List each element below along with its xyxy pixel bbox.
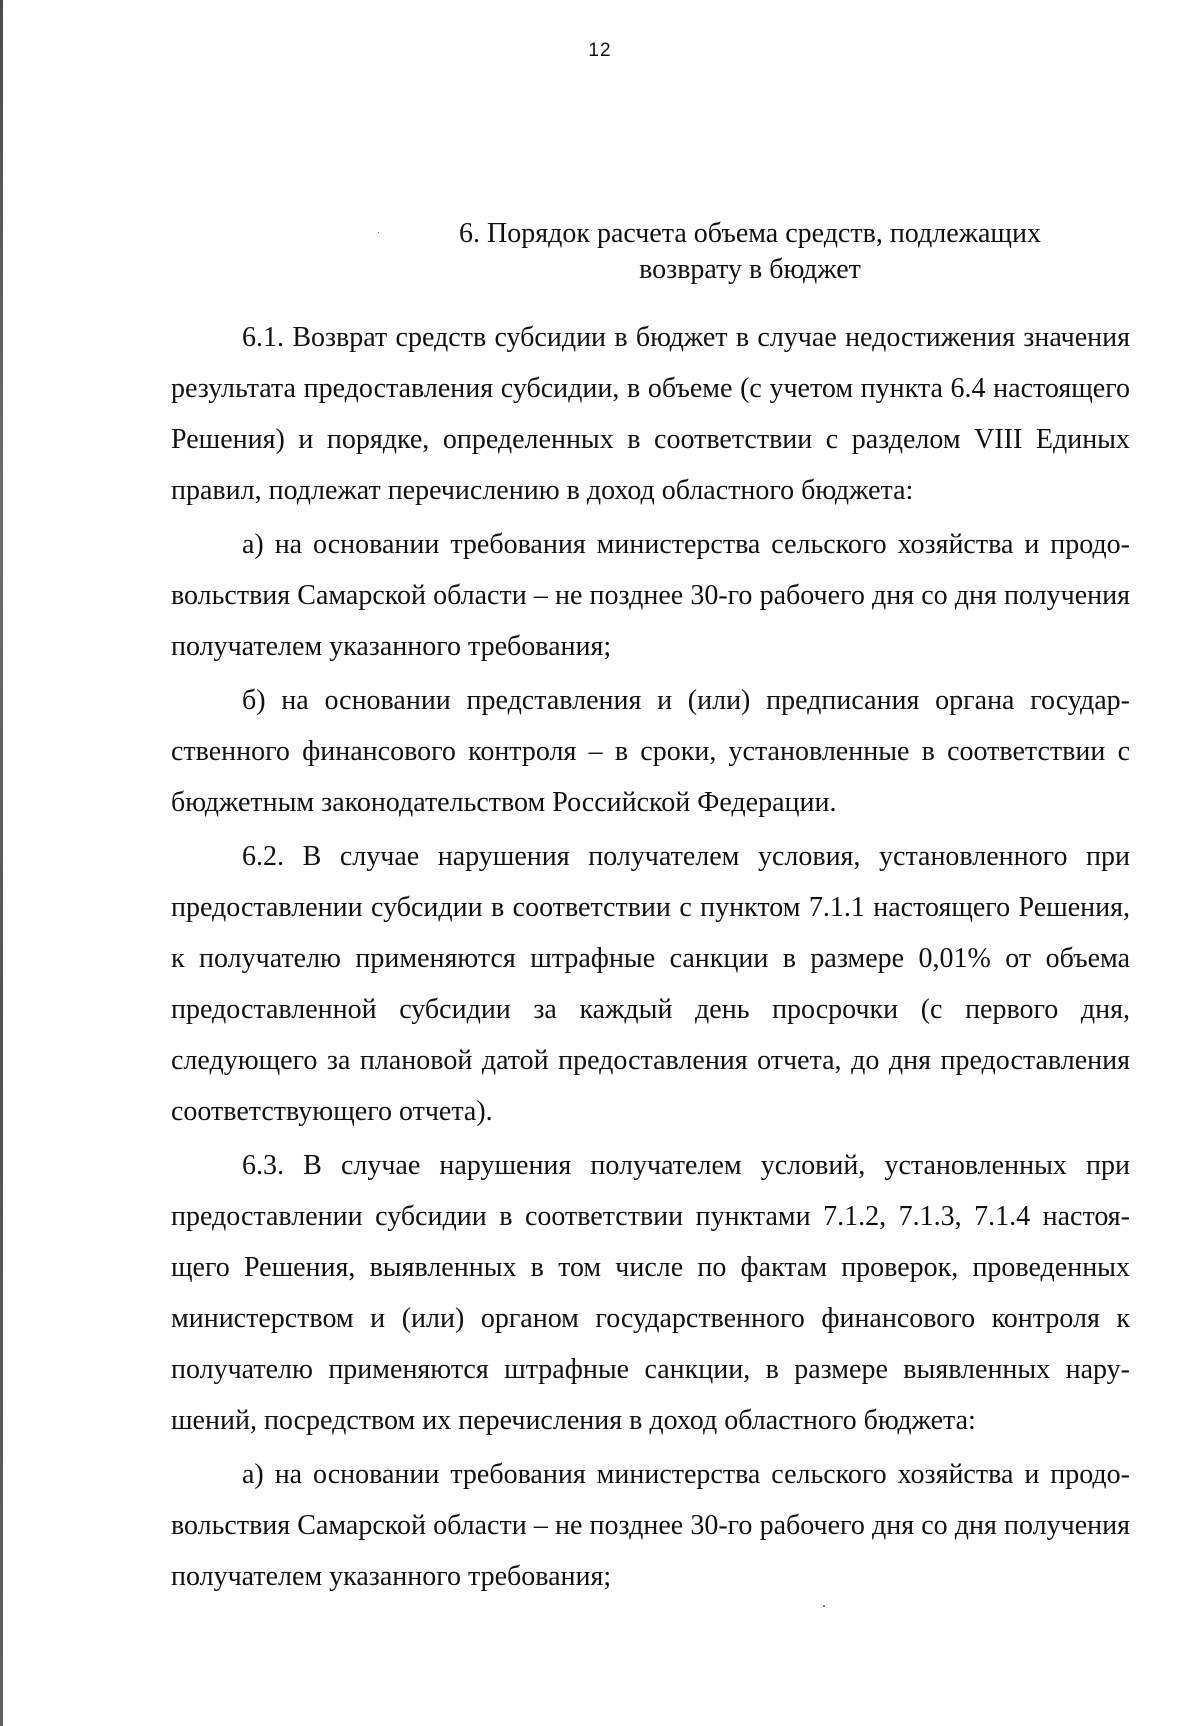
scan-speck [378, 232, 379, 233]
scan-speck [823, 1605, 825, 1607]
paragraph-6-1-b: б) на основании представления и (или) предписания органа государственного финансового контроля – в сроки, установленные в соответствии с бюджетным законодательством Российской Федерации. [171, 685, 1130, 818]
body-text [171, 312, 1130, 1602]
paragraph-6-1-a: а) на основании требования министерства сельского хозяйства и продовольствия Самарской области – не позднее 30-го рабочего дня со дня получения получателем указанного требования; [171, 529, 1130, 662]
page-number: 12 [588, 40, 612, 61]
paragraph-6-3-a: а) на основании требования министерства сельского хозяйства и продовольствия Самарской области – не позднее 30-го рабочего дня со дня получения получателем указанного требования; [171, 1459, 1130, 1592]
paragraph-6-1: 6.1. Возврат средств субсидии в бюджет в случае недостижения значения результата предоставления субсидии, в объеме (с учетом пункта 6.4 настоящего Решения) и порядке, определенных в соответствии с разделом VIII Единых правил, подлежат перечислению в доход областного бюджета: [171, 322, 1130, 506]
paragraph-6-2: 6.2. В случае нарушения получателем условия, установленного при предоставлении субсидии в соответствии с пунктом 7.1.1 настоящего Решения, к получателю применяются штрафные санкции в размере 0,01% от объема предоставленной субсидии за каждый день просрочки (с первого дня, следующего за плановой датой предоставления отчета, до дня предоставления соответствующего отчета). [171, 841, 1130, 1127]
section-heading [330, 216, 1170, 288]
section-heading-line-2: возврату в бюджет [639, 254, 861, 285]
paragraph-6-3: 6.3. В случае нарушения получателем условий, установленных при предоставлении субсидии в соответствии пунктами 7.1.2, 7.1.3, 7.1.4 настоящего Решения, выявленных в том числе по фактам проверок, проведенных министерством и (или) органом государственного финансового контроля к получателю применяются штрафные санкции, в размере выявленных нарушений, посредством их перечисления в доход областного бюджета: [171, 1150, 1130, 1436]
scan-edge [0, 0, 3, 1726]
section-heading-line-1: 6. Порядок расчета объема средств, подлежащих [459, 218, 1041, 249]
